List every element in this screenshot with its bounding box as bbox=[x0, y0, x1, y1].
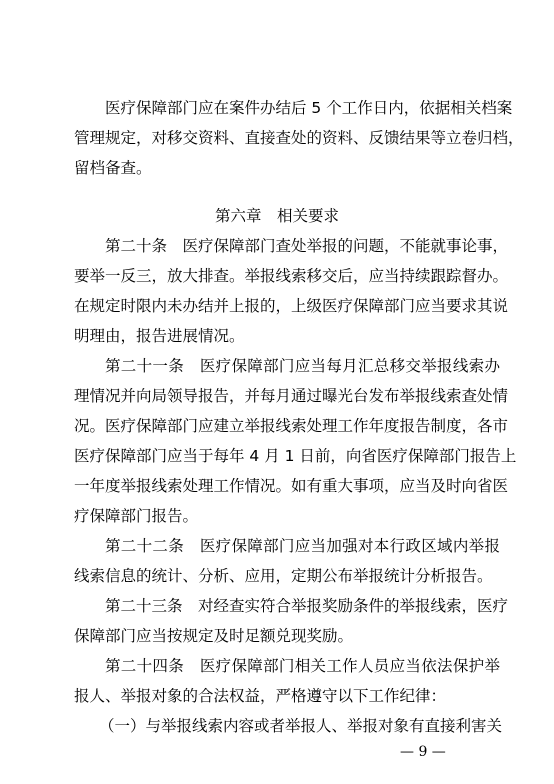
paragraph-line: 医疗保障部门应在案件办结后 5 个工作日内，依据相关档案 bbox=[105, 99, 513, 117]
chapter-heading: 第六章 相关要求 bbox=[214, 207, 339, 225]
article-21-line: 况。医疗保障部门应建立举报线索处理工作年度报告制度，各市 bbox=[74, 417, 509, 435]
article-24-line: 第二十四条 医疗保障部门相关工作人员应当依法保护举 bbox=[105, 657, 500, 675]
article-21-line: 医疗保障部门应当于每年 4 月 1 日前，向省医疗保障部门报告上 bbox=[74, 447, 517, 465]
page-number: — 9 — bbox=[400, 744, 446, 760]
article-22-line: 第二十二条 医疗保障部门应当加强对本行政区域内举报 bbox=[105, 537, 500, 555]
article-23-line: 保障部门应当按规定及时足额兑现奖励。 bbox=[74, 627, 354, 645]
article-24-item-line: （一）与举报线索内容或者举报人、举报对象有直接利害关 bbox=[99, 717, 503, 735]
article-21-line: 第二十一条 医疗保障部门应当每月汇总移交举报线索办 bbox=[105, 357, 500, 375]
paragraph-line: 管理规定，对移交资料、直接查处的资料、反馈结果等立卷归档， bbox=[74, 129, 524, 147]
article-20-line: 明理由，报告进展情况。 bbox=[74, 327, 245, 345]
paragraph-line: 留档备查。 bbox=[74, 159, 152, 177]
article-21-line: 一年度举报线索处理工作情况。如有重大事项，应当及时向省医 bbox=[74, 477, 509, 495]
article-21-line: 疗保障部门报告。 bbox=[74, 507, 199, 525]
article-20-line: 第二十条 医疗保障部门查处举报的问题，不能就事论事， bbox=[105, 237, 509, 255]
article-24-line: 报人、举报对象的合法权益，严格遵守以下工作纪律： bbox=[74, 687, 447, 705]
article-20-line: 在规定时限内未办结并上报的，上级医疗保障部门应当要求其说 bbox=[74, 297, 509, 315]
article-21-line: 理情况并向局领导报告，并每月通过曝光台发布举报线索查处情 bbox=[74, 387, 509, 405]
article-20-line: 要举一反三，放大排查。举报线索移交后，应当持续跟踪督办。 bbox=[74, 267, 509, 285]
article-22-line: 线索信息的统计、分析、应用，定期公布举报统计分析报告。 bbox=[74, 567, 493, 585]
article-23-line: 第二十三条 对经查实符合举报奖励条件的举报线索，医疗 bbox=[105, 597, 509, 615]
